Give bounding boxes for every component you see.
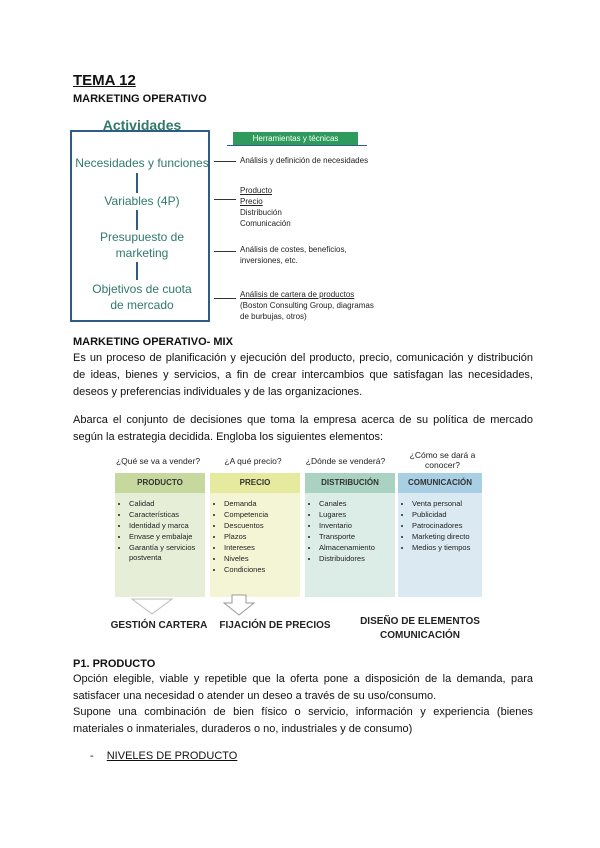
- list-item: • Marketing directo: [412, 532, 482, 542]
- column-distribution-head: DISTRIBUCIÓN: [305, 473, 395, 493]
- tool-4p-precio: Precio: [240, 197, 263, 206]
- arrow-line: [214, 298, 236, 299]
- tool-portfolio-rest: (Boston Consulting Group, diagramas de burbujas, otros): [240, 301, 374, 321]
- column-communication-head: COMUNICACIÓN: [398, 473, 482, 493]
- question-product: ¿Qué se va a vender?: [115, 456, 201, 466]
- question-distribution: ¿Dónde se venderá?: [305, 456, 386, 466]
- column-distribution: [305, 473, 395, 597]
- dash-bullet: -: [90, 750, 94, 762]
- page-title: TEMA 12: [73, 72, 136, 89]
- tool-portfolio-title: Análisis de cartera de productos: [240, 290, 355, 299]
- tool-4p-list: [240, 185, 291, 229]
- list-item: • Condiciones: [224, 565, 300, 575]
- list-item: • Niveles: [224, 554, 300, 564]
- list-item: • Competencia: [224, 510, 300, 520]
- tools-header: Herramientas y técnicas: [233, 132, 358, 145]
- list-item: • Plazos: [224, 532, 300, 542]
- list-item: • Descuentos: [224, 521, 300, 531]
- list-item: • Distribuidores: [319, 554, 395, 564]
- tool-needs-analysis: Análisis y definición de necesidades: [240, 156, 369, 165]
- tool-costs-analysis: Análisis de costes, beneficios, inversiones, etc.: [240, 245, 347, 265]
- activities-title: Actividades: [102, 117, 182, 133]
- list-item: • Canales: [319, 499, 395, 509]
- column-price: [210, 473, 300, 597]
- label-communication-design: DISEÑO DE ELEMENTOS COMUNICACIÓN: [360, 616, 480, 641]
- column-product: [115, 473, 205, 597]
- page-subtitle: MARKETING OPERATIVO: [73, 93, 207, 105]
- column-product-head: PRODUCTO: [115, 473, 205, 493]
- connector-bar: [136, 173, 138, 193]
- list-item: • Características: [129, 510, 205, 520]
- p1-paragraph-1: Opción elegible, viable y repetible que la oferta pone a disposición de la demanda, para satisfacer una necesidad o atender un deseo a través de su uso/consumo.: [73, 673, 533, 702]
- column-communication: [398, 473, 482, 597]
- question-price: ¿A qué precio?: [224, 456, 282, 466]
- connector-bar: [136, 210, 138, 230]
- levels-label: NIVELES DE PRODUCTO: [106, 750, 238, 762]
- arrow-line: [214, 161, 236, 162]
- list-item: • Inventario: [319, 521, 395, 531]
- list-item: • Patrocinadores: [412, 521, 482, 531]
- activity-budget: Presupuesto de marketing: [99, 230, 185, 260]
- column-price-head: PRECIO: [210, 473, 300, 493]
- list-item: • Identidad y marca: [129, 521, 205, 531]
- down-arrow-icon: [222, 594, 256, 616]
- mix-paragraph-2: Abarca el conjunto de decisiones que toma la empresa acerca de su política de mercado según la estrategia decidida. Engloba los siguientes elementos:: [73, 414, 533, 443]
- activity-variables: Variables (4P): [104, 194, 180, 208]
- tool-portfolio-analysis: [240, 289, 375, 322]
- arrow-line: [214, 251, 236, 252]
- tool-4p-comunicacion: Comunicación: [240, 219, 291, 228]
- list-item: • Almacenamiento: [319, 543, 395, 553]
- tool-4p-producto: Producto: [240, 186, 273, 195]
- divider: [227, 145, 367, 146]
- connector-bar: [136, 262, 138, 280]
- list-item: • Transporte: [319, 532, 395, 542]
- p1-heading: P1. PRODUCTO: [73, 658, 156, 670]
- activity-needs: Necesidades y funciones: [75, 156, 209, 170]
- list-item: • Publicidad: [412, 510, 482, 520]
- list-item: • Envase y embalaje: [129, 532, 205, 542]
- activity-market-share: Objetivos de cuota de mercado: [92, 282, 192, 312]
- list-item: • Venta personal: [412, 499, 482, 509]
- p1-paragraph-2: Supone una combinación de bien físico o servicio, información y experiencia (bienes materiales o inmateriales, duraderos o no, industriales y de consumo): [73, 706, 533, 735]
- list-item: • Lugares: [319, 510, 395, 520]
- list-item: • Calidad: [129, 499, 205, 509]
- mix-heading: MARKETING OPERATIVO- MIX: [73, 336, 233, 348]
- tool-4p-distribucion: Distribución: [240, 208, 282, 217]
- question-communication: ¿Cómo se dará a conocer?: [409, 450, 476, 470]
- list-item: • Garantía y servicios postventa: [129, 543, 205, 563]
- label-portfolio-management: GESTIÓN CARTERA: [110, 620, 208, 631]
- list-item: • Intereses: [224, 543, 300, 553]
- mix-paragraph-1: Es un proceso de planificación y ejecución del producto, precio, comunicación y distribución de ideas, bienes y servicios, a fin de crear intercambios que satisfagan las necesidades, deseos y preferencias individuales y de las organizaciones.: [73, 352, 533, 398]
- list-item: • Demanda: [224, 499, 300, 509]
- label-pricing: FIJACIÓN DE PRECIOS: [219, 620, 331, 631]
- down-arrow-icon: [130, 598, 174, 616]
- list-item: • Medios y tiempos: [412, 543, 482, 553]
- list-item-levels: [90, 750, 237, 762]
- arrow-line: [214, 199, 236, 200]
